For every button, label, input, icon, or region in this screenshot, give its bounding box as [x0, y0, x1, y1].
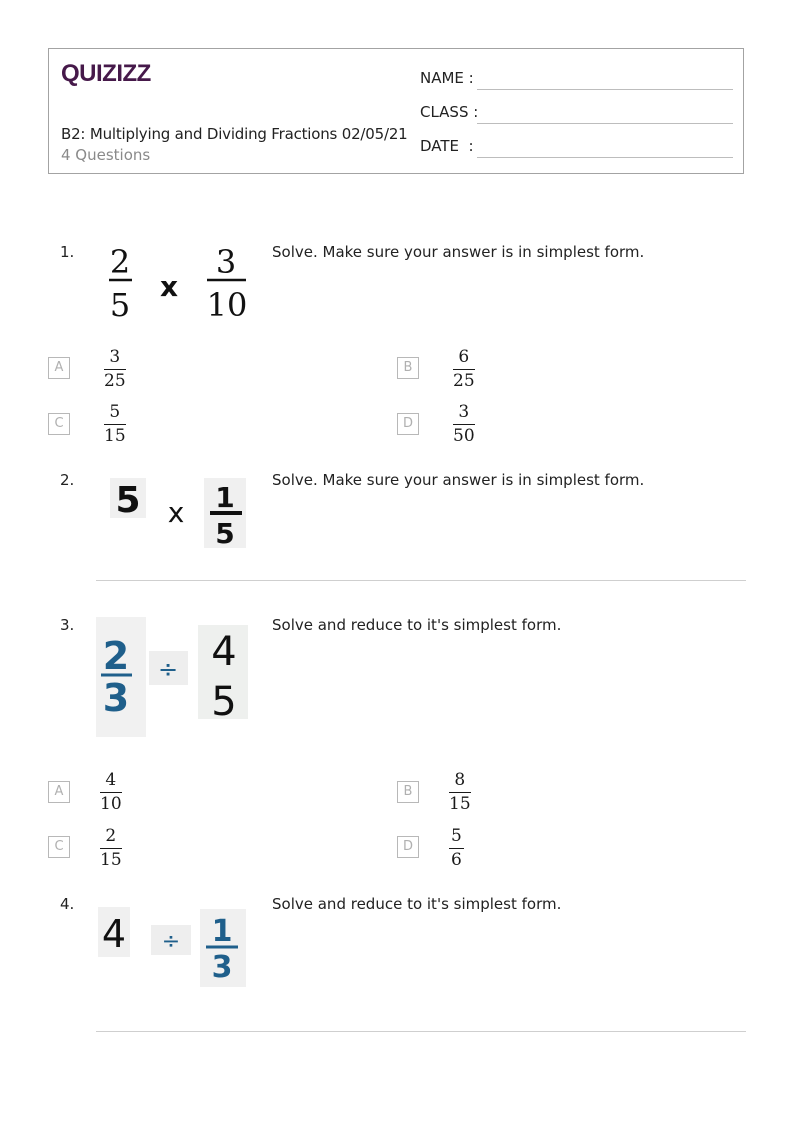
name-line[interactable]: [477, 89, 733, 90]
svg-text:4: 4: [101, 912, 127, 956]
question-1-text: Solve. Make sure your answer is in simplest form.: [272, 243, 645, 261]
q3-option-a-letter[interactable]: A: [48, 781, 70, 803]
question-2-text: Solve. Make sure your answer is in simplest form.: [272, 471, 645, 489]
svg-text:1: 1: [215, 481, 235, 514]
svg-text:1: 1: [211, 914, 233, 949]
svg-text:QUIZIZZ: QUIZIZZ: [61, 60, 151, 87]
q3-option-c-fraction[interactable]: [100, 826, 122, 870]
quizizz-logo: [61, 59, 153, 87]
worksheet-title: B2: Multiplying and Dividing Fractions 02/05/21: [61, 125, 408, 143]
numerator: 8: [454, 770, 466, 790]
numerator: 6: [458, 347, 470, 367]
denominator: 25: [104, 371, 126, 391]
svg-text:÷: ÷: [157, 655, 179, 683]
svg-text:2: 2: [102, 634, 130, 678]
svg-text:10: 10: [206, 286, 248, 324]
numerator: 5: [451, 826, 462, 846]
question-count: 4 Questions: [61, 146, 151, 164]
question-3-image: [96, 617, 252, 737]
q1-option-d-fraction[interactable]: [453, 402, 475, 446]
q1-option-c-letter[interactable]: C: [48, 413, 70, 435]
q1-option-d-letter[interactable]: D: [397, 413, 419, 435]
denominator: 15: [449, 794, 471, 814]
question-3-text: Solve and reduce to it's simplest form.: [272, 616, 562, 634]
date-line[interactable]: [477, 157, 733, 158]
numerator: 3: [109, 347, 121, 367]
svg-text:5: 5: [115, 480, 141, 521]
svg-text:÷: ÷: [161, 929, 181, 954]
svg-text:3: 3: [102, 676, 130, 720]
numerator: 5: [109, 402, 121, 422]
q3-option-c-letter[interactable]: C: [48, 836, 70, 858]
svg-text:3: 3: [215, 243, 237, 281]
denominator: 15: [104, 426, 126, 446]
q1-option-a-fraction[interactable]: [104, 347, 126, 391]
question-1-number: 1.: [60, 243, 75, 261]
question-4-divider: [96, 1031, 746, 1032]
q3-option-d-fraction[interactable]: [449, 826, 464, 870]
q3-option-b-letter[interactable]: B: [397, 781, 419, 803]
svg-text:x: x: [167, 496, 185, 529]
svg-text:5: 5: [109, 286, 131, 324]
svg-text:5: 5: [215, 517, 235, 550]
class-label: CLASS :: [420, 103, 479, 121]
numerator: 3: [458, 402, 470, 422]
svg-text:5: 5: [211, 679, 237, 725]
question-2-image: [108, 476, 250, 550]
numerator: 2: [105, 826, 117, 846]
svg-text:4: 4: [211, 629, 237, 675]
class-line[interactable]: [477, 123, 733, 124]
name-label: NAME :: [420, 69, 474, 87]
question-1-image: [104, 240, 254, 324]
question-3-number: 3.: [60, 616, 75, 634]
q3-option-d-letter[interactable]: D: [397, 836, 419, 858]
worksheet-header: [48, 48, 744, 174]
denominator: 25: [453, 371, 475, 391]
numerator: 4: [105, 770, 117, 790]
question-2-divider: [96, 580, 746, 581]
question-4-image: [98, 907, 250, 989]
denominator: 6: [451, 850, 462, 870]
q1-option-a-letter[interactable]: A: [48, 357, 70, 379]
question-2-number: 2.: [60, 471, 75, 489]
q1-option-b-letter[interactable]: B: [397, 357, 419, 379]
q3-option-b-fraction[interactable]: [449, 770, 471, 814]
q1-option-c-fraction[interactable]: [104, 402, 126, 446]
denominator: 10: [100, 794, 122, 814]
denominator: 50: [453, 426, 475, 446]
svg-text:3: 3: [211, 950, 233, 985]
question-4-text: Solve and reduce to it's simplest form.: [272, 895, 562, 913]
q3-option-a-fraction[interactable]: [100, 770, 122, 814]
svg-text:x: x: [159, 270, 179, 303]
date-label: DATE :: [420, 137, 474, 155]
svg-text:2: 2: [109, 243, 131, 281]
question-4-number: 4.: [60, 895, 75, 913]
q1-option-b-fraction[interactable]: [453, 347, 475, 391]
denominator: 15: [100, 850, 122, 870]
